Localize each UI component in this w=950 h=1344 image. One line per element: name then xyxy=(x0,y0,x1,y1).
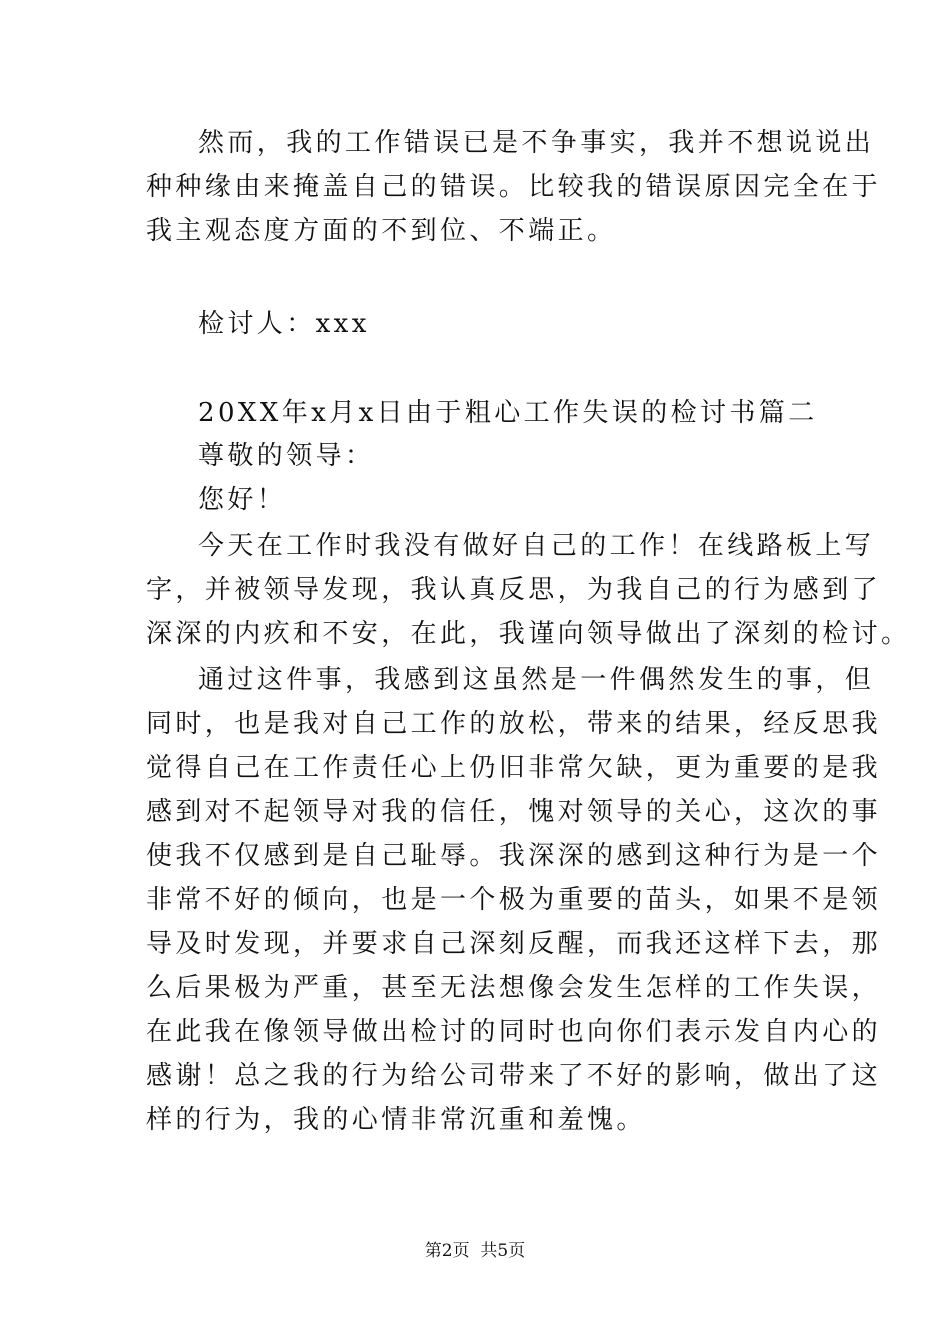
text-line: 然而，我的工作错误已是不争事实，我并不想说说出 xyxy=(198,128,875,158)
salutation: 尊敬的领导： xyxy=(198,441,375,471)
greeting: 您好！ xyxy=(198,485,287,515)
text-line: 导及时发现，并要求自己深刻反醒，而我还这样下去，那 xyxy=(146,929,882,959)
text-line: 非常不好的倾向，也是一个极为重要的苗头，如果不是领 xyxy=(146,885,882,915)
text-line: 种种缘由来掩盖自己的错误。比较我的错误原因完全在于 xyxy=(146,172,882,202)
text-line: 感谢！总之我的行为给公司带来了不好的影响，做出了这 xyxy=(146,1061,882,1091)
signer-line: 检讨人：xxx xyxy=(198,309,370,339)
text-line: 字，并被领导发现，我认真反思，为我自己的行为感到了 xyxy=(146,575,882,605)
text-line: 同时，也是我对自己工作的放松，带来的结果，经反思我 xyxy=(146,709,882,739)
text-line: 我主观态度方面的不到位、不端正。 xyxy=(146,216,617,246)
text-line: 在此我在像领导做出检讨的同时也向你们表示发自内心的 xyxy=(146,1017,882,1047)
text-line: 样的行为，我的心情非常沉重和羞愧。 xyxy=(146,1105,646,1135)
text-line: 感到对不起领导对我的信任，愧对领导的关心，这次的事 xyxy=(146,797,882,827)
text-line: 么后果极为严重，甚至无法想像会发生怎样的工作失误， xyxy=(146,973,882,1003)
text-line: 觉得自己在工作责任心上仍旧非常欠缺，更为重要的是我 xyxy=(146,753,882,783)
text-line: 今天在工作时我没有做好自己的工作！在线路板上写 xyxy=(198,531,875,561)
text-line: 使我不仅感到是自己耻辱。我深深的感到这种行为是一个 xyxy=(146,841,882,871)
section-heading: 20XX年x月x日由于粗心工作失误的检讨书篇二 xyxy=(198,398,818,428)
text-line: 深深的内疚和不安，在此，我谨向领导做出了深刻的检讨。 xyxy=(146,619,911,649)
text-line: 通过这件事，我感到这虽然是一件偶然发生的事，但 xyxy=(198,665,875,695)
page-indicator: 第2页 共5页 xyxy=(424,1241,526,1261)
